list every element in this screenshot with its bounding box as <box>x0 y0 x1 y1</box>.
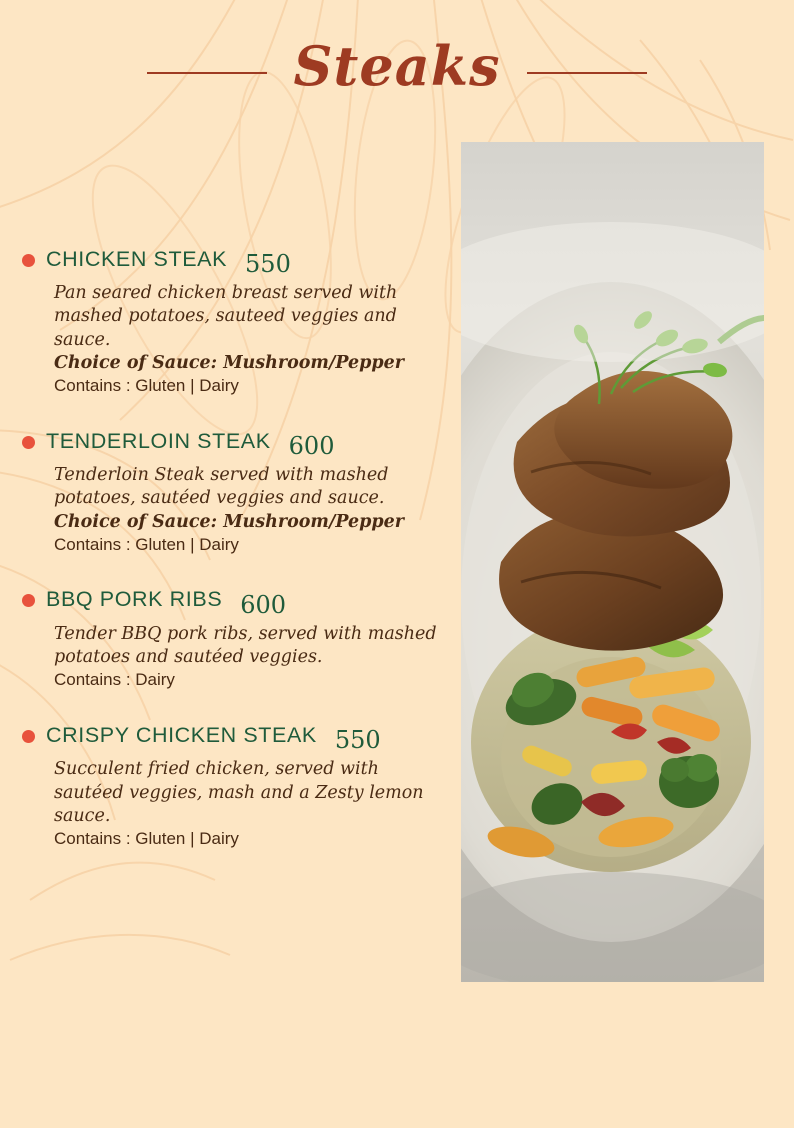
menu-item-price: 550 <box>245 250 291 278</box>
menu-item-name: CHICKEN STEAK <box>46 246 228 271</box>
menu-item-name: TENDERLOIN STEAK <box>46 428 271 453</box>
menu-item <box>22 716 452 849</box>
page-header <box>0 0 794 140</box>
bullet-icon <box>22 594 35 607</box>
menu-item-allergens: Contains : Dairy <box>54 670 175 690</box>
menu-item-header <box>22 716 452 754</box>
page-title: Steaks <box>293 34 501 98</box>
bullet-icon <box>22 436 35 449</box>
menu-item-name: CRISPY CHICKEN STEAK <box>46 722 317 747</box>
menu-item-price: 600 <box>240 590 287 619</box>
menu-item <box>22 422 452 555</box>
bullet-icon <box>22 730 35 743</box>
menu-item-header <box>22 240 452 278</box>
menu-item-header <box>22 581 452 619</box>
menu-item-description: Tender BBQ pork ribs, served with mashed potatoes and sautéed veggies. <box>54 623 437 668</box>
menu-item-body <box>54 623 452 691</box>
bullet-icon <box>22 254 35 267</box>
menu-item-description: Pan seared chicken breast served with mashed potatoes, sauteed veggies and sauce. <box>54 283 398 350</box>
menu-item-header <box>22 422 452 460</box>
menu-item-allergens: Contains : Gluten | Dairy <box>54 376 239 396</box>
menu-list <box>0 140 452 875</box>
menu-item-body <box>54 758 452 849</box>
menu-item-body <box>54 464 452 555</box>
menu-item-sauce: Choice of Sauce: Mushroom/Pepper <box>54 511 404 532</box>
header-rule-left <box>147 72 267 74</box>
header-rule-right <box>527 72 647 74</box>
menu-item-allergens: Contains : Gluten | Dairy <box>54 829 239 849</box>
menu-item-body <box>54 282 452 396</box>
menu-item-description: Succulent fried chicken, served with sautéed veggies, mash and a Zesty lemon sauce. <box>54 759 424 826</box>
menu-item <box>22 581 452 691</box>
menu-item-price: 600 <box>288 432 335 461</box>
menu-item-price: 550 <box>334 726 381 755</box>
menu-item-description: Tenderloin Steak served with mashed potatoes, sautéed veggies and sauce. <box>54 465 389 509</box>
menu-item-allergens: Contains : Gluten | Dairy <box>54 534 239 554</box>
menu-item-name: BBQ PORK RIBS <box>46 587 223 612</box>
menu-item <box>22 240 452 396</box>
menu-content <box>0 140 794 875</box>
menu-item-sauce: Choice of Sauce: Mushroom/Pepper <box>54 352 404 373</box>
